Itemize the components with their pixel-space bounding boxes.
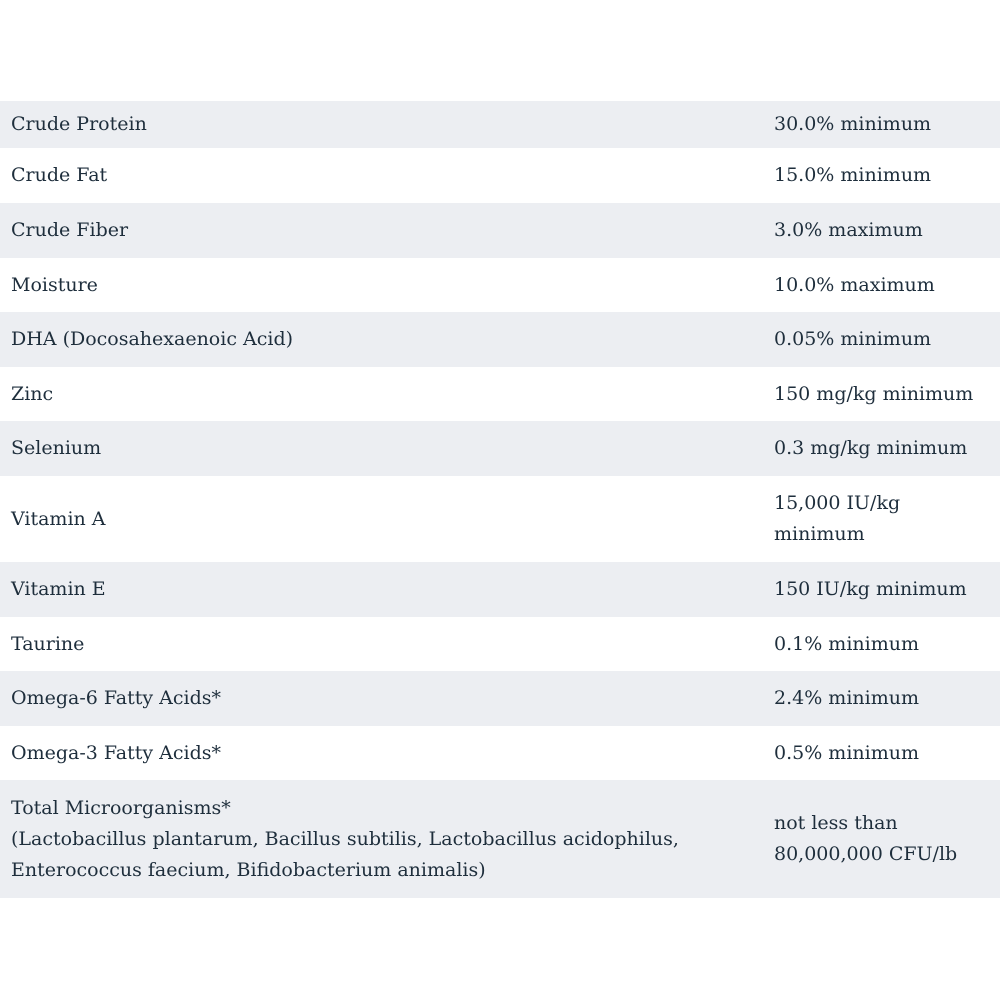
nutrient-name-line: Crude Fat <box>11 164 108 186</box>
table-row <box>0 671 1000 726</box>
nutrient-name <box>0 324 762 355</box>
table-row <box>0 312 1000 367</box>
nutrient-value-line: 30.0% minimum <box>774 113 932 135</box>
nutrient-value <box>762 160 1000 191</box>
table-row <box>0 421 1000 476</box>
nutrient-name-line: Enterococcus faecium, Bifidobacterium animalis) <box>11 858 486 881</box>
guaranteed-analysis-table <box>0 101 1000 898</box>
nutrient-value-line: 0.3 mg/kg minimum <box>774 437 968 459</box>
nutrient-name-line: Zinc <box>11 382 54 405</box>
nutrient-value <box>762 488 1000 550</box>
nutrient-value <box>762 379 1000 410</box>
nutrient-value-line: 0.5% minimum <box>774 741 919 764</box>
nutrient-value-line: 3.0% maximum <box>774 219 923 241</box>
nutrient-value-line: 10.0% maximum <box>774 273 935 296</box>
nutrient-name <box>0 109 762 140</box>
table-row <box>0 101 1000 148</box>
nutrient-value-line: 0.1% minimum <box>774 632 919 655</box>
nutrient-name <box>0 683 762 714</box>
table-row <box>0 476 1000 562</box>
table-row <box>0 203 1000 258</box>
nutrient-value <box>762 808 1000 870</box>
nutrient-value <box>762 683 1000 714</box>
table-row <box>0 148 1000 203</box>
nutrient-value <box>762 324 1000 355</box>
nutrient-name-line: (Lactobacillus plantarum, Bacillus subtilis, Lactobacillus acidophilus, <box>11 827 679 850</box>
nutrient-name <box>0 270 762 301</box>
nutrient-name <box>0 738 762 769</box>
nutrient-value-line: minimum <box>774 523 865 545</box>
nutrient-name <box>0 504 762 535</box>
nutrient-name <box>0 215 762 246</box>
table-row <box>0 617 1000 671</box>
nutrient-value-line: not less than <box>774 812 898 834</box>
nutrient-name-line: DHA (Docosahexaenoic Acid) <box>11 328 294 350</box>
table-row <box>0 726 1000 780</box>
nutrient-name-line: Taurine <box>11 632 85 655</box>
nutrient-value-line: 2.4% minimum <box>774 687 919 709</box>
nutrient-name-line: Moisture <box>11 273 98 296</box>
nutrient-value <box>762 270 1000 301</box>
nutrient-name <box>0 793 762 886</box>
nutrient-value <box>762 109 1000 140</box>
nutrient-value-line: 80,000,000 CFU/lb <box>774 843 958 865</box>
nutrient-value-line: 15,000 IU/kg <box>774 492 901 514</box>
nutrient-name-line: Crude Fiber <box>11 219 129 241</box>
table-row <box>0 258 1000 312</box>
table-row <box>0 780 1000 898</box>
table-row <box>0 367 1000 421</box>
nutrient-value <box>762 574 1000 605</box>
nutrient-name <box>0 379 762 410</box>
nutrient-value-line: 15.0% minimum <box>774 164 932 186</box>
table-row <box>0 562 1000 617</box>
nutrient-name-line: Omega-6 Fatty Acids* <box>11 687 221 709</box>
nutrient-value-line: 150 mg/kg minimum <box>774 382 974 405</box>
nutrient-name <box>0 574 762 605</box>
nutrient-name <box>0 160 762 191</box>
nutrient-name-line: Crude Protein <box>11 113 147 135</box>
nutrient-value-line: 0.05% minimum <box>774 328 932 350</box>
nutrient-value-line: 150 IU/kg minimum <box>774 578 967 600</box>
nutrient-name-line: Total Microorganisms* <box>11 796 231 819</box>
nutrient-name-line: Selenium <box>11 437 102 459</box>
nutrient-name <box>0 629 762 660</box>
nutrient-name-line: Vitamin E <box>11 578 106 600</box>
nutrient-name-line: Vitamin A <box>11 507 106 530</box>
nutrient-value <box>762 629 1000 660</box>
nutrient-name-line: Omega-3 Fatty Acids* <box>11 741 221 764</box>
nutrient-value <box>762 433 1000 464</box>
nutrient-value <box>762 215 1000 246</box>
nutrient-name <box>0 433 762 464</box>
nutrient-value <box>762 738 1000 769</box>
